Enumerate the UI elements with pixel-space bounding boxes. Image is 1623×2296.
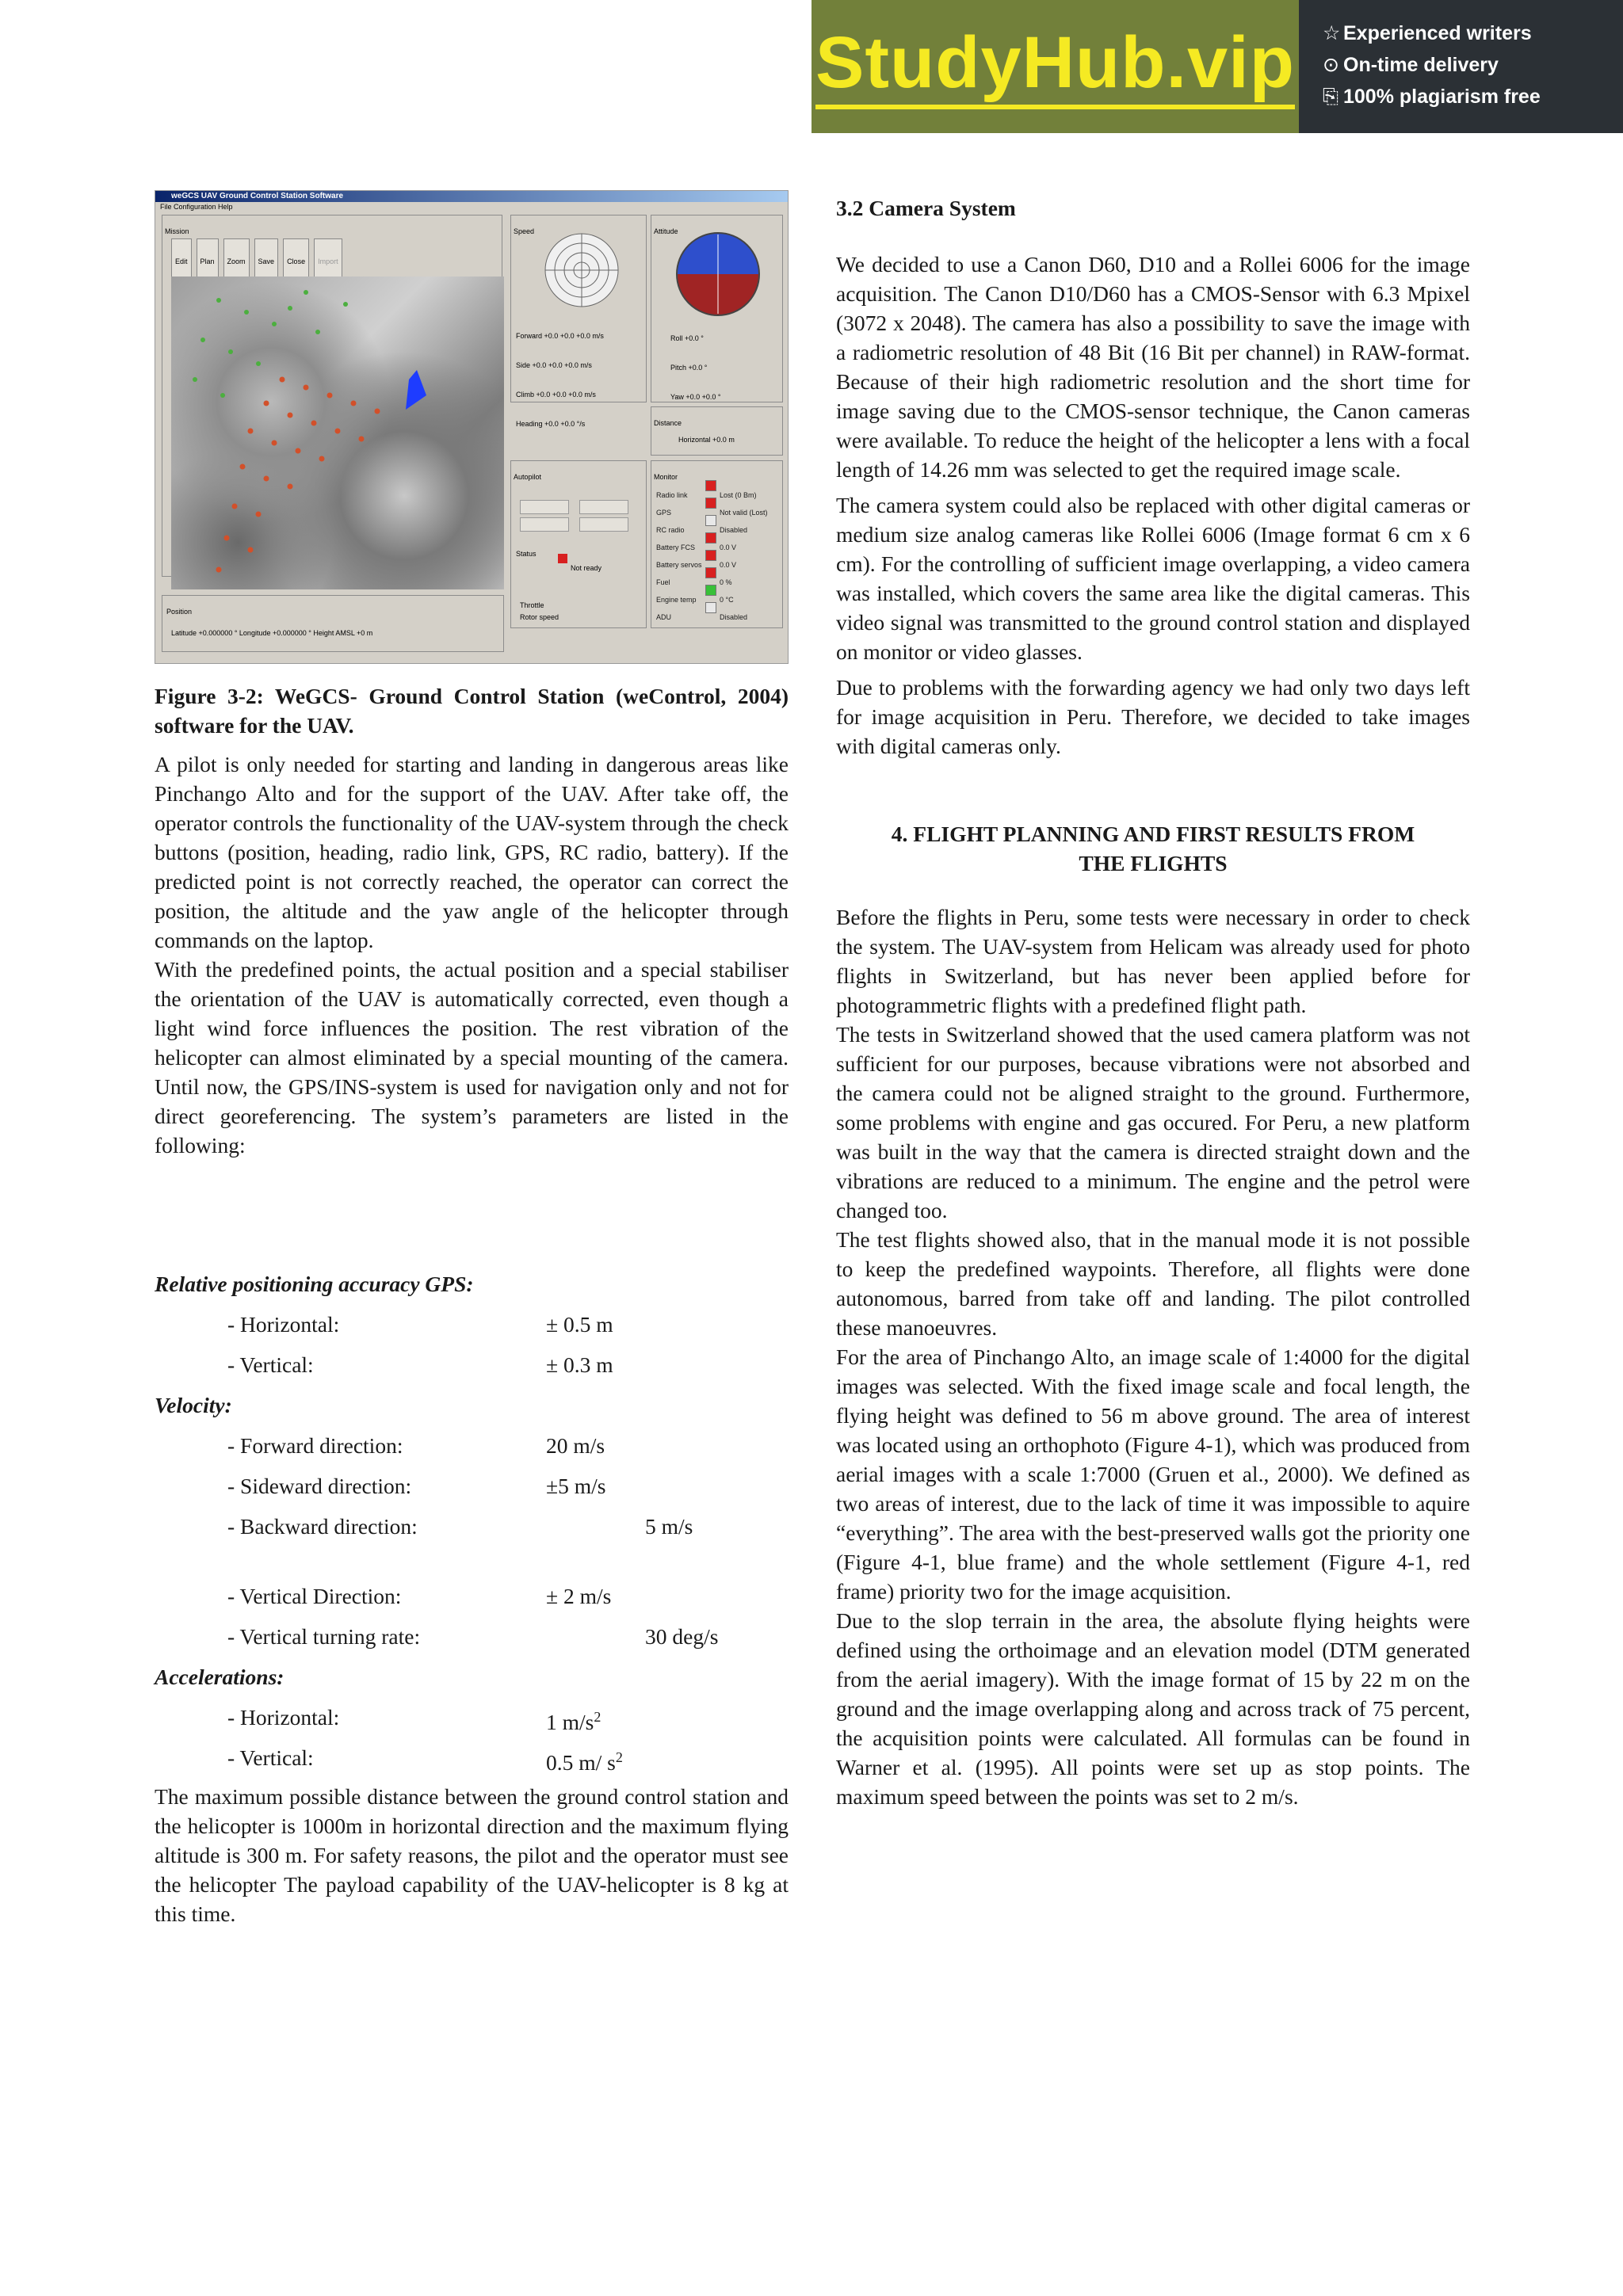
system-parameters: [155, 1269, 789, 1783]
autopilot-status-indicator: [558, 554, 567, 563]
autopilot-button[interactable]: [520, 500, 569, 514]
attitude-row: Pitch +0.0 °: [670, 364, 708, 372]
monitor-key: GPS: [656, 509, 672, 517]
monitor-key: ADU: [656, 613, 672, 621]
param-row: - Sideward direction: ±5 m/s: [227, 1474, 606, 1498]
param-row: - Horizontal: ± 0.5 m: [227, 1312, 613, 1337]
param-row: - Vertical Direction: ± 2 m/s: [227, 1584, 612, 1608]
document-icon: ⎘: [1323, 86, 1339, 108]
edit-tool-button[interactable]: Edit: [171, 238, 192, 279]
monitor-key: Engine temp: [656, 596, 697, 604]
monitor-key: Fuel: [656, 578, 670, 586]
speed-row: Climb +0.0 +0.0 +0.0 m/s: [516, 391, 596, 399]
speed-dial-icon: [542, 231, 621, 310]
monitor-key: RC radio: [656, 526, 685, 534]
ad-banner[interactable]: [812, 0, 1623, 133]
body-paragraph: For the area of Pinchango Alto, an image scale of 1:4000 for the digital images was selected. With the fixed image scale and focal length, the flying height was defined to 56 m above ground. The area of interest was located using an orthophoto (Figure 4-1), which was produced from aerial images with a scale 1:7000 (Gruen et al., 2000). We defined as two areas of interest, due to the lack of time it was impossible to aquire “everything”. The area with the best-preserved walls got the priority one (Figure 4-1, blue frame) and the whole settlement (Figure 4-1, red frame) priority two for the image acquisition.: [836, 1344, 1470, 1604]
param-row: - Horizontal: 1 $m/s^2$: [227, 1705, 601, 1735]
body-paragraph: A pilot is only needed for starting and landing in dangerous areas like Pinchango Alto and for the support of the UAV. After take off, the operator controls the functionality of the UAV-system through the check buttons (position, heading, radio link, GPS, RC radio, battery). If the predicted point is not correctly reached, the operator can correct the position, the altitude and the yaw angle of the helicopter through commands on the laptop.: [155, 752, 789, 952]
param-row: - Vertical: 0.5 m/ $s^2$: [227, 1745, 623, 1775]
speed-row: Forward +0.0 +0.0 +0.0 m/s: [516, 332, 604, 340]
monitor-key: Battery servos: [656, 561, 702, 569]
status-indicator-icon: [705, 585, 716, 596]
autopilot-status: Not ready: [571, 564, 602, 572]
param-row: - Backward direction: 5 m/s: [227, 1514, 693, 1539]
attitude-table: [670, 324, 721, 412]
feature-item: ⎘ 100% plagiarism free: [1323, 81, 1623, 113]
waypoint-overlay: [171, 277, 504, 589]
figure-caption: Figure 3-2: WeGCS- Ground Control Station (weControl, 2004) software for the UAV.: [155, 684, 789, 738]
body-paragraph: Before the flights in Peru, some tests were necessary in order to check the system. The UAV-system from Helicam was already used for photo flights in Switzerland, but has never been applied before for photogrammetric flights with a predefined flight path.: [836, 905, 1470, 1017]
speed-table: [516, 322, 604, 439]
left-column: [155, 190, 789, 1928]
section-heading: 3.2 Camera System: [836, 196, 1016, 220]
speed-label: Speed: [514, 227, 535, 235]
body-paragraph: The camera system could also be replaced with other digital cameras or medium size analog cameras like Rollei 6006 (Image format 6 cm x 6 cm). For the controlling of sufficient image overlapping, a video camera was installed, which covers the same area like the digital cameras. This video signal was transmitted to the ground control station and displayed on monitor or video glasses.: [836, 493, 1470, 664]
param-row: - Vertical: ± 0.3 m: [227, 1352, 613, 1377]
velocity-heading: Velocity:: [155, 1393, 232, 1417]
distance-row: Horizontal +0.0 m: [678, 436, 735, 444]
status-label: Status: [516, 550, 537, 558]
import-tool-button[interactable]: Import: [314, 238, 342, 279]
body-paragraph: We decided to use a Canon D60, D10 and a Rollei 6006 for the image acquisition. The Canon D10/D60 has a CMOS-Sensor with 6.3 Mpixel (3072 x 2048). The camera has also a possibility to save the image with a radiometric resolution of 48 Bit (16 Bit per channel) in RAW-format. Because of their high radiometric resolution and the short time for image saving due to the CMOS-sensor technique, the Canon cameras were available. To reduce the height of the helicopter a lens with a focal length of 14.26 mm was selected to get the required image scale.: [836, 252, 1470, 482]
monitor-value: 0 °C: [720, 596, 734, 604]
monitor-value: Disabled: [720, 526, 748, 534]
zoom-tool-button[interactable]: Zoom: [223, 238, 250, 279]
body-paragraph: Due to problems with the forwarding agency we had only two days left for image acquisition in Peru. Therefore, we decided to take images with digital cameras only.: [836, 675, 1470, 758]
attitude-label: Attitude: [654, 227, 678, 235]
gps-accuracy-heading: Relative positioning accuracy GPS:: [155, 1272, 474, 1296]
save-tool-button[interactable]: Save: [254, 238, 279, 279]
clock-icon: ⊙: [1323, 54, 1339, 76]
autopilot-button[interactable]: [520, 517, 569, 532]
window-menu: File Configuration Help: [160, 203, 233, 211]
right-column: [836, 190, 1470, 1811]
brand-panel: [812, 0, 1299, 133]
attitude-row: Roll +0.0 °: [670, 334, 704, 342]
status-indicator-icon: [705, 498, 716, 509]
monitor-key: Radio link: [656, 491, 688, 499]
throttle-label: Throttle: [520, 601, 544, 609]
close-tool-button[interactable]: Close: [283, 238, 309, 279]
status-indicator-icon: [705, 480, 716, 491]
monitor-value: 0.0 V: [720, 543, 737, 551]
monitor-value: 0 %: [720, 578, 732, 586]
monitor-value: Disabled: [720, 613, 748, 621]
status-indicator-icon: [705, 550, 716, 561]
status-indicator-icon: [705, 567, 716, 578]
monitor-key: Battery FCS: [656, 543, 696, 551]
body-paragraph: The maximum possible distance between the ground control station and the helicopter is 1000m in horizontal direction and the maximum flying altitude is 300 m. For safety reasons, the pilot and the operator must see the helicopter The payload capability of the UAV-helicopter is 8 kg at this time.: [155, 1784, 789, 1926]
star-icon: ☆: [1323, 22, 1341, 44]
monitor-value: Not valid (Lost): [720, 509, 768, 517]
acceleration-heading: Accelerations:: [155, 1665, 285, 1689]
monitor-value: Lost (0 Bm): [720, 491, 757, 499]
status-indicator-icon: [705, 532, 716, 543]
mission-label: Mission: [165, 227, 189, 235]
status-indicator-icon: [705, 515, 716, 526]
helicopter-marker-icon: [406, 370, 426, 410]
body-paragraph: The tests in Switzerland showed that the used camera platform was not sufficient for our purposes, because vibrations were not absorbed and the camera could not be aligned straight to the ground. Furthermore, some problems with engine and gas occured. For Peru, a new platform was built in the way that the camera is directed straight down and the vibrations are reduced to a minimum. The engine and the petrol were changed too.: [836, 1022, 1470, 1222]
param-row: - Vertical turning rate: 30 deg/s: [227, 1624, 719, 1649]
feature-item: ⊙ On-time delivery: [1323, 49, 1623, 81]
mission-toolbar: [171, 238, 342, 279]
window-title: weGCS UAV Ground Control Station Software: [155, 191, 788, 202]
autopilot-label: Autopilot: [514, 473, 542, 481]
attitude-indicator-icon: [674, 231, 762, 318]
plan-tool-button[interactable]: Plan: [197, 238, 219, 279]
body-paragraph: With the predefined points, the actual position and a special stabiliser the orientation of the UAV is automatically corrected, even though a light wind force influences the position. The rest vibration of the helicopter can almost eliminated by a special mounting of the camera. Until now, the GPS/INS-system is used for navigation only and not for direct georeferencing. The system’s parameters are listed in the following:: [155, 957, 789, 1158]
distance-label: Distance: [654, 419, 682, 427]
terrain-map[interactable]: [171, 277, 504, 589]
body-paragraph: The test flights showed also, that in the manual mode it is not possible to keep the predefined waypoints. Therefore, all flights were done autonomous, barred from take off and landing. The pilot controlled these manoeuvres.: [836, 1227, 1470, 1340]
attitude-row: Yaw +0.0 +0.0 °: [670, 393, 721, 401]
gcs-software-screenshot: [155, 190, 789, 664]
feature-item: ☆ Experienced writers: [1323, 17, 1623, 49]
monitor-label: Monitor: [654, 473, 678, 481]
body-paragraph: Due to the slop terrain in the area, the absolute flying heights were defined using the orthoimage and an elevation model (DTM generated from the aerial imagery). With the image format of 15 by 22 m on the ground and the image overlapping along and across track of 75 percent, the acquisition points were calculated. All formulas can be found in Warner et al. (1995). All points were set up as stop points. The maximum speed between the points was set to 2 m/s.: [836, 1608, 1470, 1809]
speed-row: Heading +0.0 +0.0 °/s: [516, 420, 586, 428]
position-values: Latitude +0.000000 ° Longitude +0.000000 ° Height AMSL +0 m: [171, 629, 373, 637]
position-label: Position: [166, 608, 193, 616]
brand-logo: StudyHub.vip: [815, 24, 1295, 109]
speed-row: Side +0.0 +0.0 +0.0 m/s: [516, 361, 592, 369]
feature-list: [1299, 0, 1623, 133]
section-heading: THE FLIGHTS: [1079, 851, 1228, 875]
autopilot-button[interactable]: [579, 500, 628, 514]
autopilot-button[interactable]: [579, 517, 628, 532]
param-row: - Forward direction: 20 m/s: [227, 1433, 605, 1458]
monitor-value: 0.0 V: [720, 561, 737, 569]
section-heading: 4. FLIGHT PLANNING AND FIRST RESULTS FROM: [891, 822, 1415, 846]
status-indicator-icon: [705, 602, 716, 613]
rotor-speed-label: Rotor speed: [520, 613, 559, 621]
